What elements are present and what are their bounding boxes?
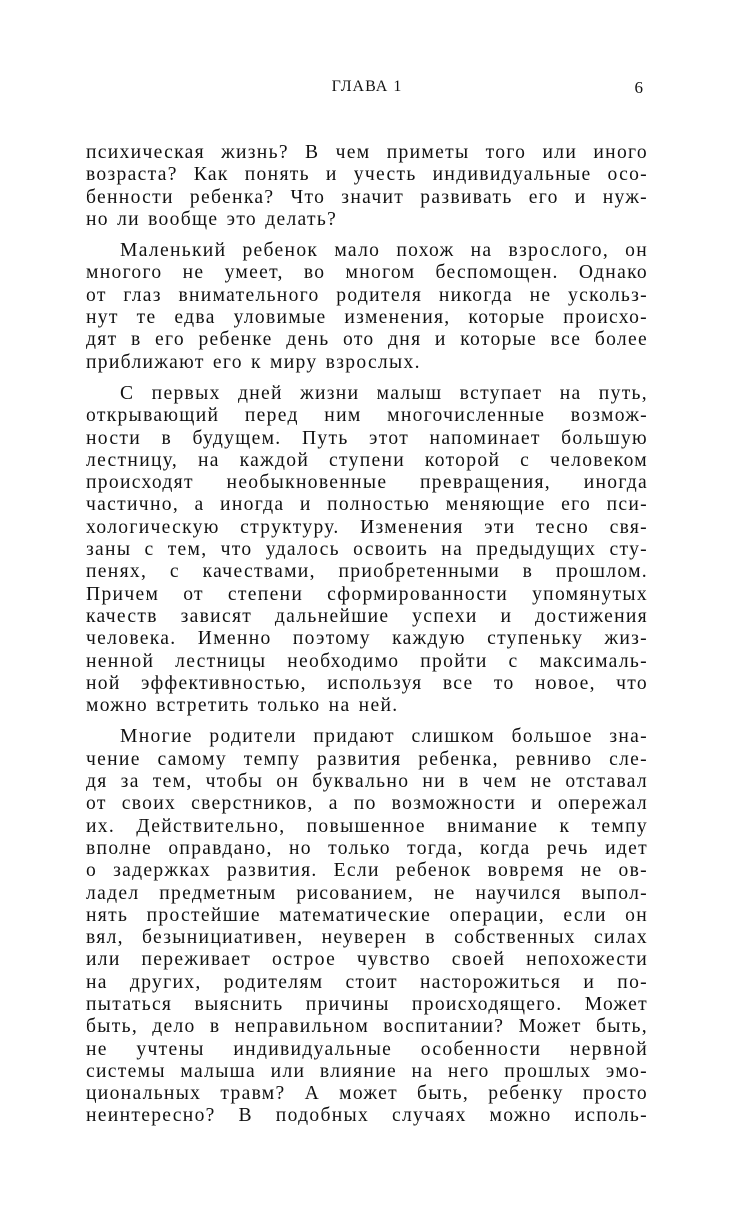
text-line: качеств зависят дальнейшие успехи и достижения bbox=[86, 605, 648, 627]
chapter-title: ГЛАВА 1 bbox=[331, 78, 403, 95]
text-line: их. Действительно, повышенное внимание к темпу bbox=[86, 815, 648, 837]
text-line: дя за тем, чтобы он буквально ни в чем не отставал bbox=[86, 771, 648, 793]
paragraph-1 bbox=[86, 142, 648, 231]
text-line: Многие родители придают слишком большое зна- bbox=[120, 726, 648, 748]
text-line: приближают его к миру взрослых. bbox=[86, 351, 421, 373]
body-text bbox=[86, 142, 648, 1128]
text-line: ной эффективностью, используя все то новое, что bbox=[86, 672, 648, 694]
text-line: частично, а иногда и полностью меняющие его пси- bbox=[86, 494, 648, 516]
text-line: психическая жизнь? В чем приметы того или иного bbox=[86, 142, 648, 163]
text-line: о задержках развития. Если ребенок вовремя не ов- bbox=[86, 860, 648, 882]
text-line: вял, безынициативен, неуверен в собственных силах bbox=[86, 927, 648, 949]
text-line: чение самому темпу развития ребенка, ревниво сле- bbox=[86, 748, 648, 770]
text-line: хологическую структуру. Изменения эти тесно свя- bbox=[86, 516, 648, 538]
paragraph-4 bbox=[86, 726, 648, 1127]
text-line: лестницу, на каждой ступени которой с человеком bbox=[86, 449, 648, 471]
text-line: неинтересно? В подобных случаях можно исполь- bbox=[86, 1105, 648, 1127]
text-line: возраста? Как понять и учесть индивидуальные осо- bbox=[86, 164, 648, 186]
text-line: на других, родителям стоит насторожиться и по- bbox=[86, 971, 648, 993]
text-line: нут те едва уловимые изменения, которые происхо- bbox=[86, 307, 648, 329]
text-line: открывающий перед ним многочисленные возмож- bbox=[86, 405, 648, 427]
text-line: Причем от степени сформированности упомянутых bbox=[86, 583, 648, 605]
text-line: С первых дней жизни малыш вступает на путь, bbox=[120, 382, 648, 404]
text-line: не учтены индивидуальные особенности нервной bbox=[86, 1038, 648, 1060]
paragraph-2 bbox=[86, 240, 648, 374]
paragraph-3 bbox=[86, 383, 648, 717]
paragraph-gap bbox=[86, 717, 648, 726]
text-line: заны с тем, что удалось освоить на предыдущих сту- bbox=[86, 539, 648, 561]
text-line: пытаться выяснить причины происходящего. Может bbox=[86, 993, 648, 1015]
text-line: происходят необыкновенные превращения, иногда bbox=[86, 472, 648, 494]
text-line: системы малыша или влияние на него прошлых эмо- bbox=[86, 1060, 648, 1082]
text-line: бенности ребенка? Что значит развивать его и нуж- bbox=[86, 186, 648, 208]
text-line: быть, дело в неправильном воспитании? Может быть, bbox=[86, 1016, 648, 1038]
text-line: циональных травм? А может быть, ребенку просто bbox=[86, 1083, 648, 1105]
text-line: дят в его ребенке день ото дня и которые все более bbox=[86, 329, 648, 351]
paragraph-gap bbox=[86, 231, 648, 240]
page-number: 6 bbox=[634, 78, 644, 97]
paragraph-gap bbox=[86, 374, 648, 383]
running-header bbox=[86, 78, 648, 102]
text-line: или переживает острое чувство своей непохожести bbox=[86, 949, 648, 971]
text-line: от своих сверстников, а по возможности и опережал bbox=[86, 793, 648, 815]
text-line: многого не умеет, во многом беспомощен. Однако bbox=[86, 262, 648, 284]
text-line: нять простейшие математические операции, если он bbox=[86, 904, 648, 926]
text-line: можно встретить только на ней. bbox=[86, 695, 399, 717]
text-line: ности в будущем. Путь этот напоминает большую bbox=[86, 427, 648, 449]
text-line: человека. Именно поэтому каждую ступеньку жиз- bbox=[86, 628, 648, 650]
text-line: ненной лестницы необходимо пройти с максималь- bbox=[86, 650, 648, 672]
text-line: пенях, с качествами, приобретенными в прошлом. bbox=[86, 561, 648, 583]
text-line: ладел предметным рисованием, не научился выпол- bbox=[86, 882, 648, 904]
text-line: Маленький ребенок мало похож на взрослого, он bbox=[120, 240, 648, 262]
text-line: но ли вообще это делать? bbox=[86, 208, 338, 230]
text-line: от глаз внимательного родителя никогда не ускольз- bbox=[86, 284, 648, 306]
text-line: вполне оправдано, но только тогда, когда речь идет bbox=[86, 837, 648, 859]
